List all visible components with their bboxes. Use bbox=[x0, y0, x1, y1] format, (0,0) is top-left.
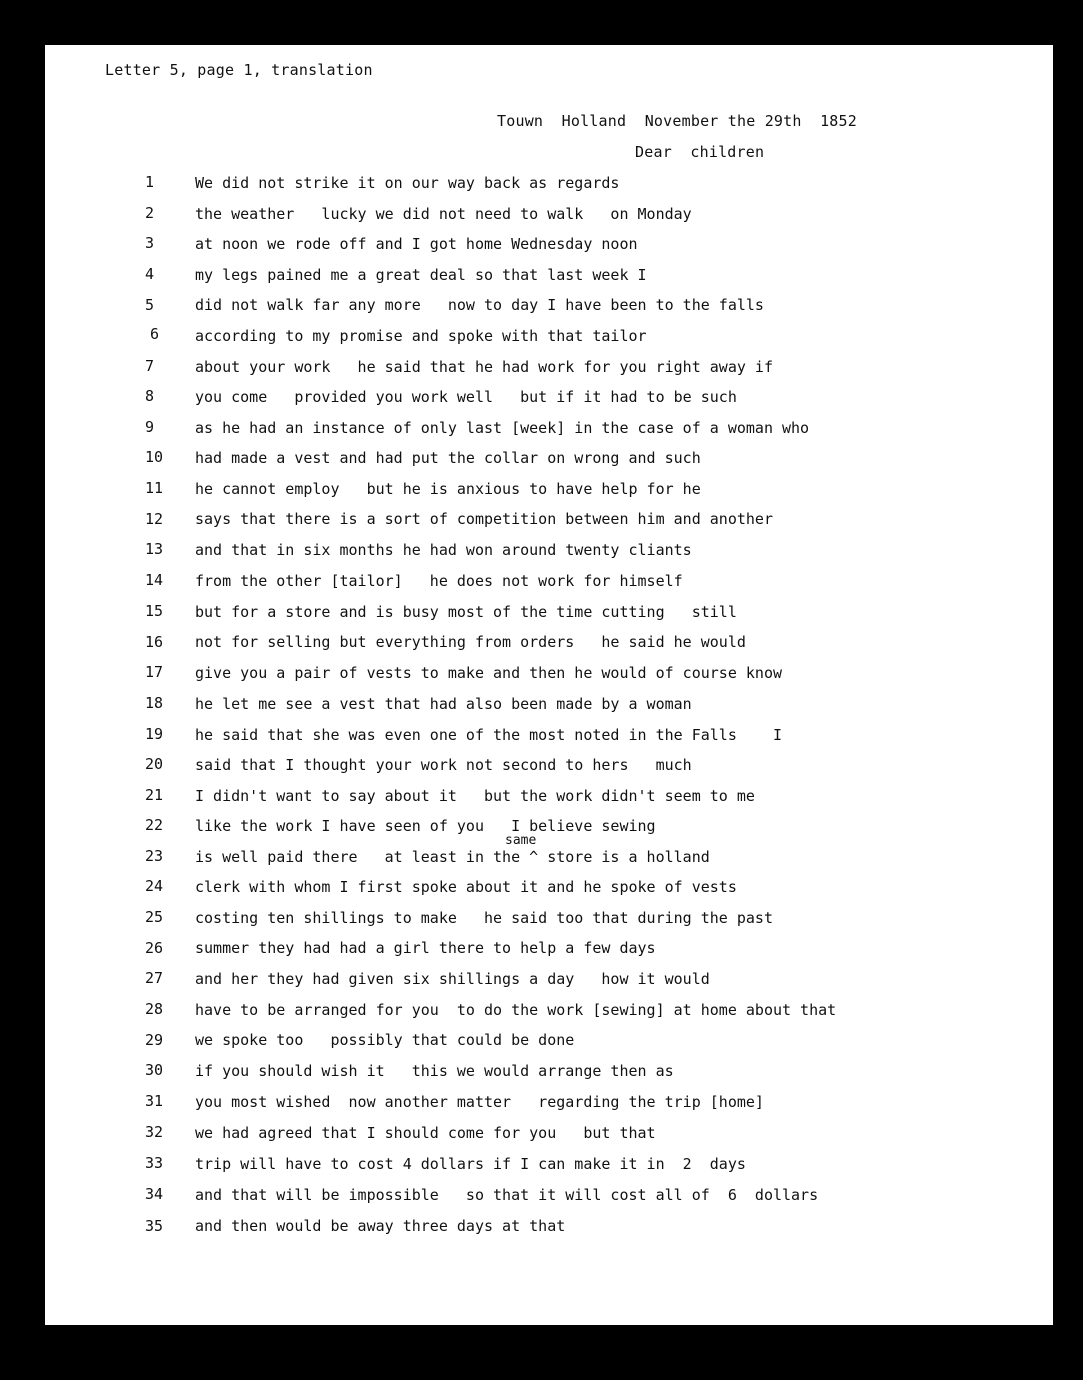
line-number: 6 bbox=[150, 325, 160, 343]
line-number: 8 bbox=[145, 387, 155, 405]
line-number: 4 bbox=[145, 265, 155, 283]
letter-line: you most wished now another matter regarding the trip [home] bbox=[195, 1093, 764, 1111]
letter-line: he cannot employ but he is anxious to have help for he bbox=[195, 480, 701, 498]
letter-line: give you a pair of vests to make and then he would of course know bbox=[195, 664, 782, 682]
letter-line: and that will be impossible so that it will cost all of 6 dollars bbox=[195, 1186, 819, 1204]
letter-line: I didn't want to say about it but the work didn't seem to me bbox=[195, 787, 755, 805]
letter-line: like the work I have seen of you I believe sewing bbox=[195, 817, 656, 835]
letter-line: did not walk far any more now to day I have been to the falls bbox=[195, 296, 764, 314]
inserted-word-same: same bbox=[505, 833, 537, 848]
letter-line: as he had an instance of only last [week] in the case of a woman who bbox=[195, 419, 810, 437]
letter-line: trip will have to cost 4 dollars if I can make it in 2 days bbox=[195, 1155, 746, 1173]
letter-line: he let me see a vest that had also been made by a woman bbox=[195, 695, 692, 713]
line-number: 18 bbox=[145, 694, 164, 712]
line-number: 1 bbox=[145, 173, 155, 191]
letter-line: clerk with whom I first spoke about it and he spoke of vests bbox=[195, 878, 737, 896]
line-number: 20 bbox=[145, 755, 164, 773]
line-number: 24 bbox=[145, 877, 164, 895]
letter-line: says that there is a sort of competition between him and another bbox=[195, 510, 773, 528]
letter-line: costing ten shillings to make he said too that during the past bbox=[195, 909, 773, 927]
letter-line: about your work he said that he had work for you right away if bbox=[195, 358, 773, 376]
line-number: 7 bbox=[145, 357, 155, 375]
line-number: 34 bbox=[145, 1185, 164, 1203]
letter-line: and that in six months he had won around twenty cliants bbox=[195, 541, 692, 559]
letter-line: and her they had given six shillings a day how it would bbox=[195, 970, 710, 988]
line-number: 35 bbox=[145, 1217, 164, 1235]
letter-dateline: Touwn Holland November the 29th 1852 bbox=[497, 112, 857, 130]
letter-line: said that I thought your work not second to hers much bbox=[195, 756, 692, 774]
line-number: 33 bbox=[145, 1154, 164, 1172]
document-page bbox=[45, 45, 1053, 1325]
line-number: 17 bbox=[145, 663, 164, 681]
line-number: 15 bbox=[145, 602, 164, 620]
line-number: 9 bbox=[145, 418, 155, 436]
line-number: 5 bbox=[145, 296, 155, 314]
letter-line: have to be arranged for you to do the work [sewing] at home about that bbox=[195, 1001, 837, 1019]
letter-line: if you should wish it this we would arrange then as bbox=[195, 1062, 674, 1080]
line-number: 25 bbox=[145, 908, 164, 926]
line-number: 29 bbox=[145, 1031, 164, 1049]
line-number: 30 bbox=[145, 1061, 164, 1079]
letter-line: but for a store and is busy most of the time cutting still bbox=[195, 603, 737, 621]
line-number: 12 bbox=[145, 510, 164, 528]
line-number: 2 bbox=[145, 204, 155, 222]
line-number: 27 bbox=[145, 969, 164, 987]
letter-line: we spoke too possibly that could be done bbox=[195, 1031, 575, 1049]
letter-line: you come provided you work well but if it had to be such bbox=[195, 388, 737, 406]
line-number: 21 bbox=[145, 786, 164, 804]
line-number: 16 bbox=[145, 633, 164, 651]
line-number: 3 bbox=[145, 234, 155, 252]
letter-line: had made a vest and had put the collar on wrong and such bbox=[195, 449, 701, 467]
line-number: 10 bbox=[145, 448, 164, 466]
line-number: 32 bbox=[145, 1123, 164, 1141]
letter-line: my legs pained me a great deal so that last week I bbox=[195, 266, 647, 284]
letter-line: is well paid there at least in the ^ store is a holland bbox=[195, 848, 710, 866]
letter-line: not for selling but everything from orders he said he would bbox=[195, 633, 746, 651]
letter-line: and then would be away three days at that bbox=[195, 1217, 566, 1235]
line-number: 11 bbox=[145, 479, 164, 497]
line-number: 13 bbox=[145, 540, 164, 558]
letter-line: from the other [tailor] he does not work for himself bbox=[195, 572, 683, 590]
line-number: 28 bbox=[145, 1000, 164, 1018]
letter-line: at noon we rode off and I got home Wednesday noon bbox=[195, 235, 638, 253]
letter-salutation: Dear children bbox=[635, 143, 765, 161]
letter-line: he said that she was even one of the most noted in the Falls I bbox=[195, 726, 782, 744]
line-number: 14 bbox=[145, 571, 164, 589]
letter-line: the weather lucky we did not need to walk on Monday bbox=[195, 205, 692, 223]
line-number: 31 bbox=[145, 1092, 164, 1110]
line-number: 26 bbox=[145, 939, 164, 957]
letter-line: we had agreed that I should come for you but that bbox=[195, 1124, 656, 1142]
letter-line: according to my promise and spoke with that tailor bbox=[195, 327, 647, 345]
line-number: 19 bbox=[145, 725, 164, 743]
letter-line: We did not strike it on our way back as regards bbox=[195, 174, 620, 192]
line-number: 23 bbox=[145, 847, 164, 865]
document-header-label: Letter 5, page 1, translation bbox=[105, 61, 373, 79]
line-number: 22 bbox=[145, 816, 164, 834]
letter-line: summer they had had a girl there to help a few days bbox=[195, 939, 656, 957]
